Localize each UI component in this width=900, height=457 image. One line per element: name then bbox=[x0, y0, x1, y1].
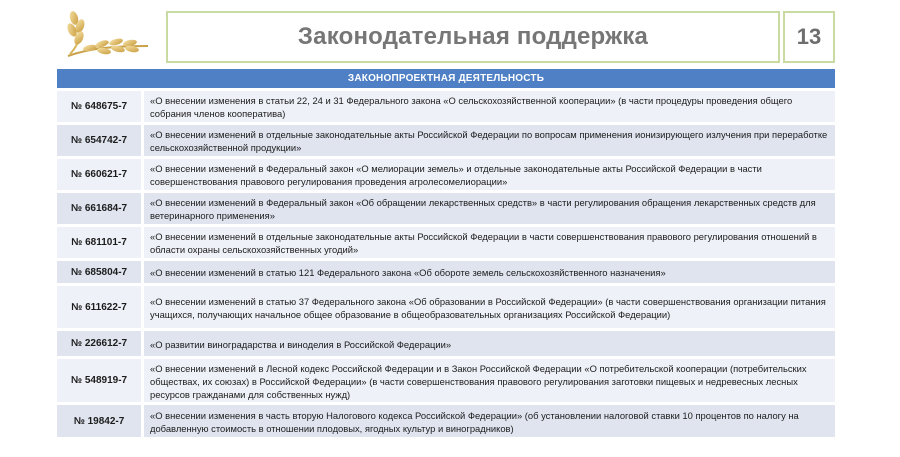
page-number-box bbox=[783, 11, 835, 63]
wheat-logo bbox=[60, 8, 152, 62]
table-row bbox=[57, 159, 835, 190]
bill-title: «О внесении изменений в отдельные законодательные акты Российской Федерации по вопросам применения ионизирующего излучения при переработке сельскохозяйственной продукции» bbox=[144, 125, 835, 156]
bill-number: № 685804-7 bbox=[57, 261, 141, 283]
bill-number: № 548919-7 bbox=[57, 359, 141, 402]
bill-number: № 654742-7 bbox=[57, 125, 141, 156]
table-row bbox=[57, 261, 835, 283]
bill-title: «О внесении изменений в Федеральный закон «О мелиорации земель» и отдельные законодательные акты Российской Федерации в части совершенствования правового регулирования проведения агролесомелиорации» bbox=[144, 159, 835, 190]
table-row bbox=[57, 91, 835, 122]
table-row bbox=[57, 193, 835, 224]
bill-number: № 648675-7 bbox=[57, 91, 141, 122]
bill-title: «О внесении изменений в статью 121 Федерального закона «Об обороте земель сельскохозяйственного назначения» bbox=[144, 261, 835, 283]
bill-number: № 226612-7 bbox=[57, 331, 141, 356]
bill-number: № 661684-7 bbox=[57, 193, 141, 224]
wheat-icon bbox=[60, 8, 152, 62]
bill-title: «О внесении изменения в часть вторую Налогового кодекса Российской Федерации» (об установлении налоговой ставки 10 процентов по налогу на добавленную стоимость в отношении плодовых, ягодных культур и виноградников) bbox=[144, 405, 835, 437]
bill-title: «О внесении изменения в статьи 22, 24 и 31 Федерального закона «О сельскохозяйственной кооперации» (в части процедуры проведения общего собрания членов кооператива) bbox=[144, 91, 835, 122]
bill-title: «О внесении изменений в статью 37 Федерального закона «Об образовании в Российской Федерации» (в части совершенствования организации питания учащихся, получающих начальное общее образование в общеобразовательных организациях Российской Федерации) bbox=[144, 286, 835, 328]
table-row bbox=[57, 286, 835, 328]
bill-number: № 660621-7 bbox=[57, 159, 141, 190]
table-row bbox=[57, 227, 835, 258]
bill-number: № 681101-7 bbox=[57, 227, 141, 258]
title-box bbox=[166, 11, 780, 63]
table-row bbox=[57, 125, 835, 156]
bills-table bbox=[57, 69, 835, 440]
bill-number: № 19842-7 bbox=[57, 405, 141, 437]
bill-number: № 611622-7 bbox=[57, 286, 141, 328]
table-row bbox=[57, 359, 835, 402]
table-row bbox=[57, 405, 835, 437]
table-heading: ЗАКОНОПРОЕКТНАЯ ДЕЯТЕЛЬНОСТЬ bbox=[57, 69, 835, 88]
page-number: 13 bbox=[796, 24, 822, 49]
bill-title: «О внесении изменений в Федеральный закон «Об обращении лекарственных средств» в части регулирования обращения лекарственных средств для ветеринарного применения» bbox=[144, 193, 835, 224]
bill-title: «О внесении изменений в Лесной кодекс Российской Федерации и в Закон Российской Федерации «О потребительской кооперации (потребительских обществах, их союзах) в Российской Федерации» (в части совершенствования правового регулирования заготовки пищевых и недревесных лесных ресурсов гражданами для собственных нужд) bbox=[144, 359, 835, 402]
table-row bbox=[57, 331, 835, 356]
bill-title: «О внесении изменений в отдельные законодательные акты Российской Федерации в части совершенствования правового регулирования отношений в области охраны сельскохозяйственных угодий» bbox=[144, 227, 835, 258]
bill-title: «О развитии виноградарства и виноделия в Российской Федерации» bbox=[144, 331, 835, 356]
page-title: Законодательная поддержка bbox=[297, 23, 649, 50]
